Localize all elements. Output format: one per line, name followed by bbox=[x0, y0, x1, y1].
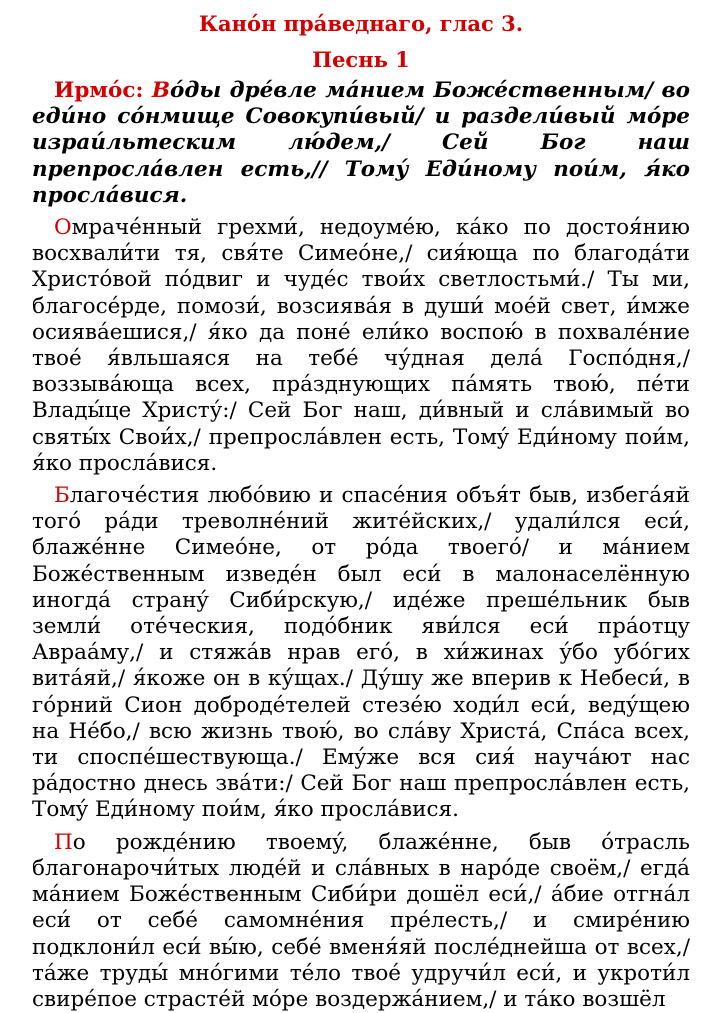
ode-title: Песнь 1 bbox=[312, 47, 410, 72]
troparion-1 bbox=[32, 215, 690, 477]
irmos-text: óды дрéвле мáнием Божéственным/ во еди́но сóнмище Совокупи́вый/ и раздели́вый мóре израи́льтеским лю́дем,/ Сей Бог наш препрослáвлен есть,// Тому́ Еди́ному пои́м, я́ко прослáвися. bbox=[32, 78, 690, 208]
troparion-text: мрачéнный грехми́, недоумéю, кáко по достоя́нию восхвали́ти тя, свя́те Симеóне,/ сия́юща по благодáти Христóвой пóдвиг и чудéс твои́х светлостьми́./ Ты ми, благосéрде, помози́, возсиявáя в души́ моéй свет, и́мже осиявáешися,/ я́ко да понé ели́ко воспою́ в похвалéние твоé я́вльшаяся на тебé чу́дная делá Госпóдня,/ воззывáюща всех, прáзднующих пáмять твою́, пéти Влады́це Христу́:/ Сей Бог наш, ди́вный и слáвимый во святы́х Свои́х,/ препрослáвлен есть, Томý Еди́ному пои́м, я́ко прослáвися. bbox=[32, 215, 690, 476]
irmos-label: Ирмóс: bbox=[54, 78, 144, 103]
troparion-initial: П bbox=[54, 829, 73, 855]
troparion-text: о рождéнию твоемý, блажéнне, быв óтрасль благонарочи́тых людéй и слáвных в нарóде своём,/ егдá мáнием Божéственным Сиби́ри дошёл еси́,/ áбие отгнáл еси́ от себé самомнéния прéлесть,/ и смирéнию подклони́л еси́ вы́ю, себé вменя́яй послéднейша от всех,/ тáже труды́ мнóгими тéло твоé удручи́л еси́, и укроти́л свирéпое страстéй мóре воздержáнием,/ и тáко возшёл bbox=[32, 829, 690, 1012]
irmos-initial: В bbox=[151, 78, 171, 103]
troparion-initial: О bbox=[54, 215, 72, 241]
troparion-2 bbox=[32, 483, 690, 824]
troparion-3 bbox=[32, 830, 690, 1013]
canon-title: Канóн прáведнаго, глас 3. bbox=[198, 11, 524, 36]
irmos-paragraph bbox=[32, 78, 690, 209]
troparion-text: лагочéстия любóвию и спасéния объя́т быв, избегáяй тогó рáди треволнéний житéйских,/ удали́лся еси́, блажéнне Симеóне, от рóда твоегó/ и мáнием Божéственным изведéн был еси́ в малонаселённую иногдá странý Сиби́рскую,/ идéже прешéльник быв земли́ отéческия, подóбник яви́лся еси́ прáотцу Авраáму,/ и стяжáв нрав егó, в хи́жинах у́бо убóгих витáяй,/ я́коже он в ку́щах./ Ду́шу же вперив к Небеси́, в гóрний Сион добродéтелей стезéю ходи́л еси́, веду́щею на Нéбо,/ всю жизнь твою́, во слáву Христá, Спáса всех, ти споспéшествующа./ Емýже вся сия́ научáют нас рáдостно днесь звáти:/ Сей Бог наш препрослáвлен есть, Томý Еди́ному пои́м, я́ко прослáвися. bbox=[32, 483, 690, 823]
troparion-initial: Б bbox=[54, 483, 70, 509]
